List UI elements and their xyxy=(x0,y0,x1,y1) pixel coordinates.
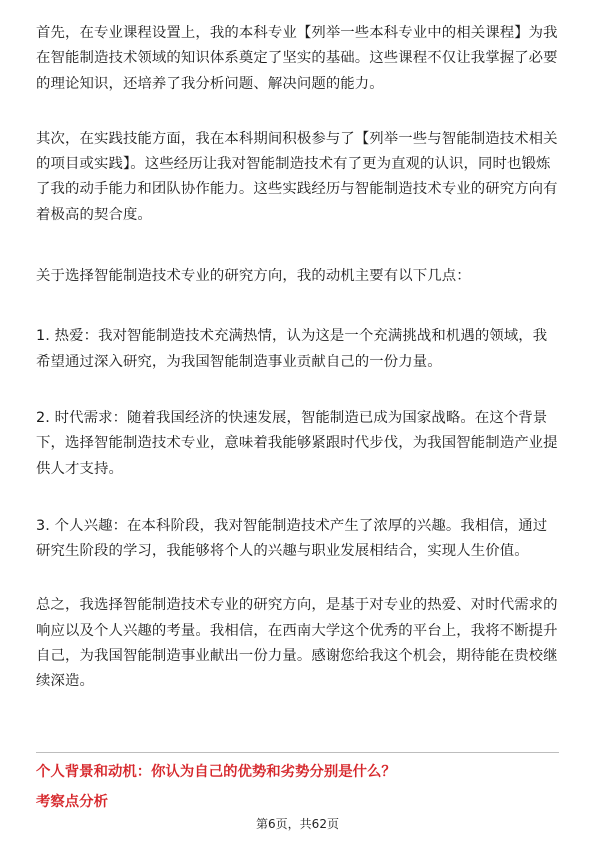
section-divider xyxy=(36,752,559,753)
paragraph-practice: 其次，在实践技能方面，我在本科期间积极参与了【列举一些与智能制造技术相关的项目或实践】。这些经历让我对智能制造技术有了更为直观的认识，同时也锻炼了我的动手能力和团队协作能力。这些实践经历与智能制造技术专业的研究方向有着极高的契合度。 xyxy=(36,130,558,223)
page-number: 第6页，共62页 xyxy=(256,817,339,831)
paragraph-conclusion: 总之，我选择智能制造技术专业的研究方向，是基于对专业的热爱、对时代需求的响应以及个人兴趣的考量。我相信，在西南大学这个优秀的平台上，我将不断提升自己，为我国智能制造事业献出一份力量。感谢您给我这个机会，期待能在贵校继续深造。 xyxy=(36,597,558,690)
paragraph-point-era-demand: 2. 时代需求：随着我国经济的快速发展，智能制造已成为国家战略。在这个背景下，选择智能制造技术专业，意味着我能够紧跟时代步伐，为我国智能制造产业提供人才支持。 xyxy=(36,409,558,477)
paragraph-point-passion: 1. 热爱：我对智能制造技术充满热情，认为这是一个充满挑战和机遇的领域，我希望通过深入研究，为我国智能制造事业贡献自己的一份力量。 xyxy=(36,328,548,370)
paragraph-point-interest: 3. 个人兴趣：在本科阶段，我对智能制造技术产生了浓厚的兴趣。我相信，通过研究生阶段的学习，我能够将个人的兴趣与职业发展相结合，实现人生价值。 xyxy=(36,517,548,560)
document-body xyxy=(36,21,560,695)
analysis-heading: 考察点分析 xyxy=(36,794,108,810)
interview-question: 个人背景和动机：你认为自己的优势和劣势分别是什么？ xyxy=(36,764,396,780)
paragraph-courses: 首先，在专业课程设置上，我的本科专业【列举一些本科专业中的相关课程】为我在智能制造技术领域的知识体系奠定了坚实的基础。这些课程不仅让我掌握了必要的理论知识，还培养了我分析问题、解决问题的能力。 xyxy=(36,25,558,92)
paragraph-motivation-intro: 关于选择智能制造技术专业的研究方向，我的动机主要有以下几点： xyxy=(36,268,471,285)
